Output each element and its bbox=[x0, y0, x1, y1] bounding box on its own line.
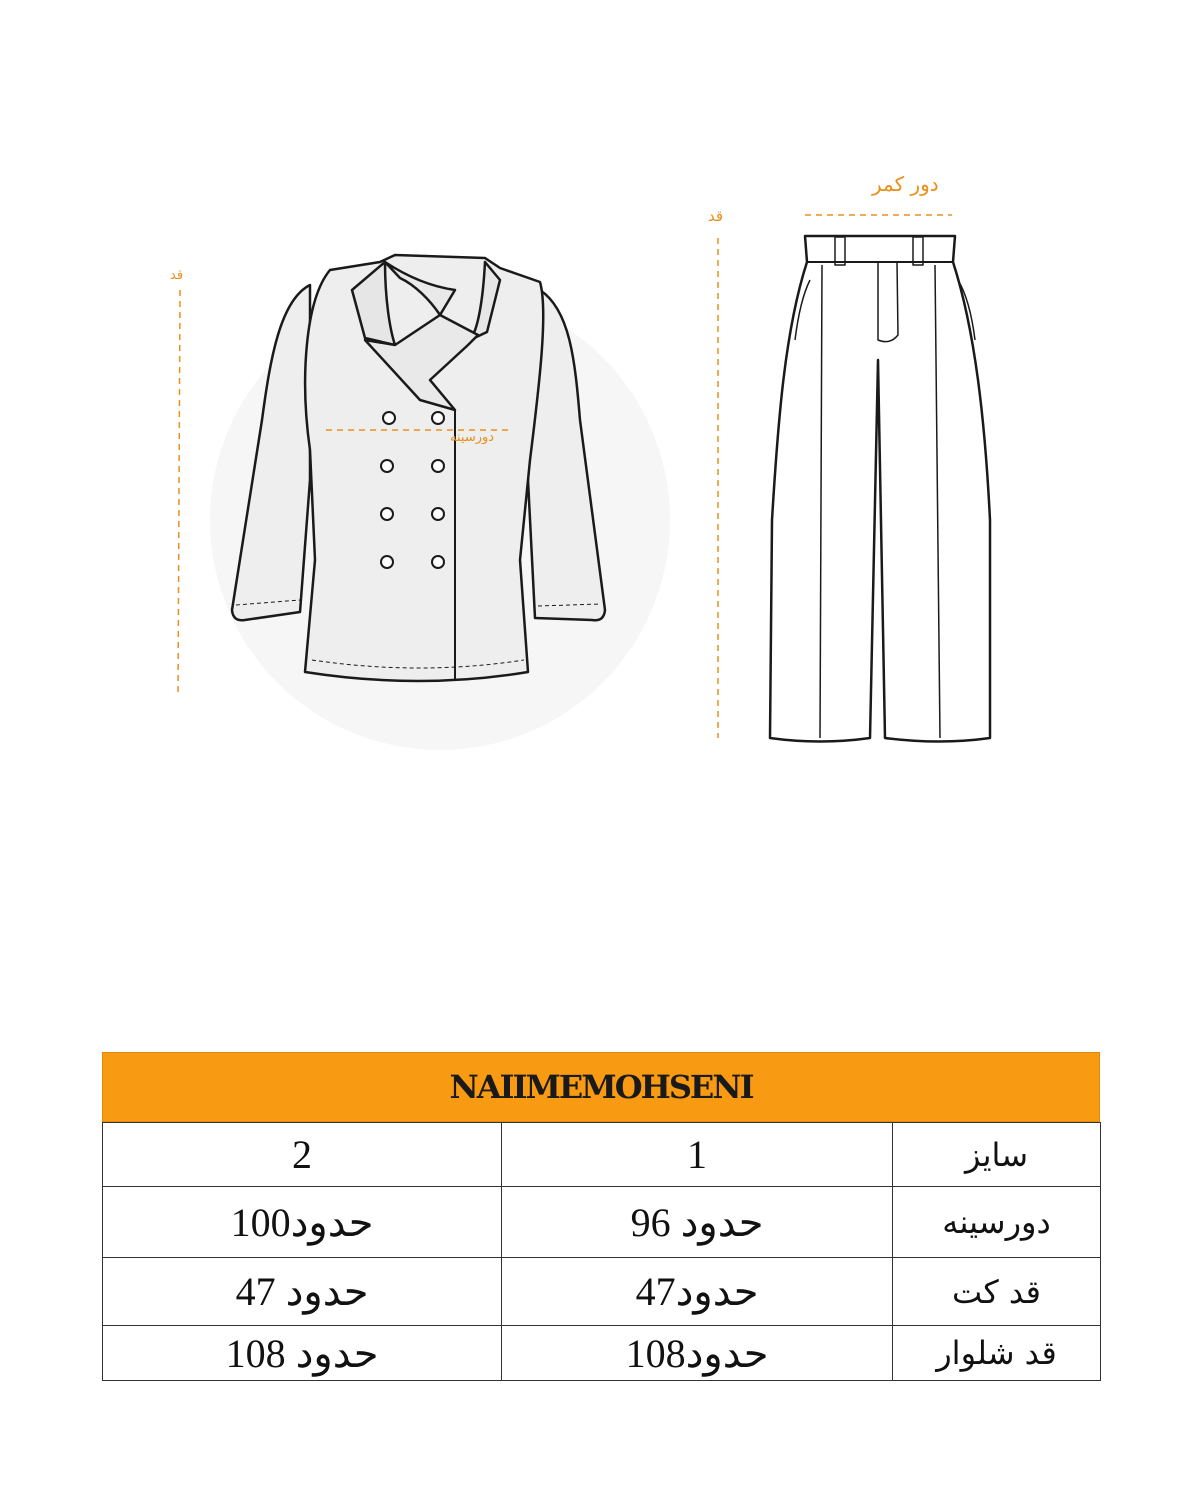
cell-value: حدود47 bbox=[635, 1269, 759, 1314]
size-2-cell bbox=[103, 1123, 502, 1187]
cell-value: 2 bbox=[292, 1132, 312, 1177]
cell-value: حدود100 bbox=[230, 1199, 374, 1245]
cell-value: حدود108 bbox=[625, 1330, 769, 1376]
size-1-cell bbox=[502, 1258, 893, 1326]
row-head: قد شلوار bbox=[893, 1326, 1101, 1381]
size-2-cell bbox=[103, 1326, 502, 1381]
table-row bbox=[103, 1123, 1101, 1187]
size-2-cell bbox=[103, 1187, 502, 1258]
brand-header bbox=[102, 1052, 1100, 1122]
size-1-cell bbox=[502, 1123, 893, 1187]
table-row bbox=[103, 1326, 1101, 1381]
size-1-cell bbox=[502, 1187, 893, 1258]
table-row bbox=[103, 1258, 1101, 1326]
waist-label: دور کمر bbox=[872, 172, 939, 196]
cell-value: حدود 108 bbox=[225, 1330, 379, 1376]
pants-length-label: قد bbox=[708, 207, 724, 225]
cell-value: حدود 47 bbox=[235, 1269, 369, 1314]
size-table bbox=[102, 1122, 1101, 1381]
chest-label: دورسینه bbox=[450, 430, 495, 445]
table-row bbox=[103, 1187, 1101, 1258]
jacket-length-label: قد bbox=[170, 268, 184, 283]
row-head: دورسینه bbox=[893, 1187, 1101, 1258]
brand-name: NAIIMEMOHSENI bbox=[449, 1068, 753, 1106]
size-2-cell bbox=[103, 1258, 502, 1326]
row-head: قد کت bbox=[893, 1258, 1101, 1326]
pants-sketch bbox=[770, 236, 990, 742]
cell-value: 1 bbox=[687, 1132, 707, 1177]
size-chart bbox=[102, 1052, 1100, 1381]
size-1-cell bbox=[502, 1326, 893, 1381]
row-head: سایز bbox=[893, 1123, 1101, 1187]
cell-value: حدود 96 bbox=[630, 1199, 764, 1245]
